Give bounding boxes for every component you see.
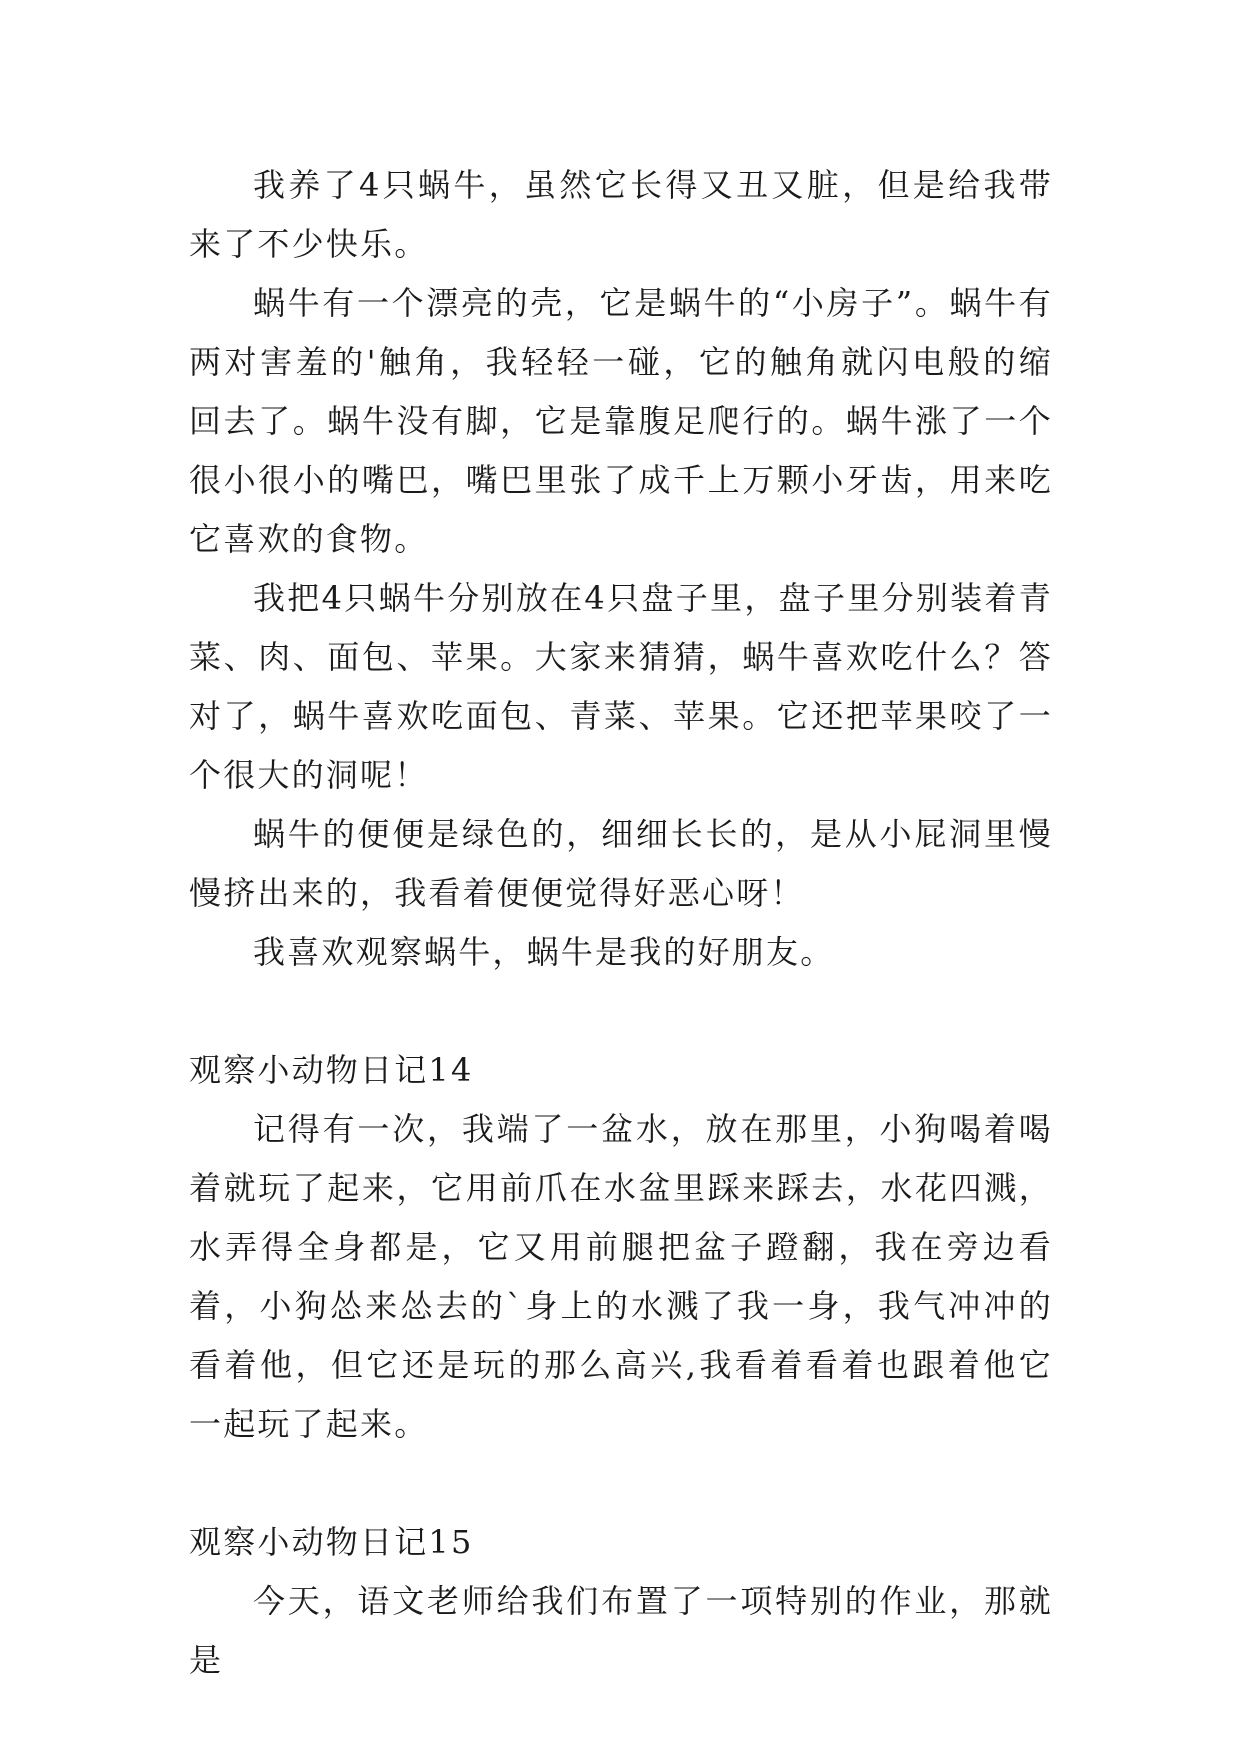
paragraph-homework-start: 今天，语文老师给我们布置了一项特别的作业，那就是 <box>189 1582 1053 1679</box>
paragraph-snail-shell: 蜗牛有一个漂亮的壳，它是蜗牛的“小房子”。蜗牛有两对害羞的'触角，我轻轻一碰，它的触角就闪电般的缩回去了。蜗牛没有脚，它是靠腹足爬行的。蜗牛涨了一个很小很小的嘴巴，嘴巴里张了成千上万颗小牙齿，用来吃它喜欢的食物。 <box>189 284 1053 558</box>
paragraph-snail-droppings: 蜗牛的便便是绿色的，细细长长的，是从小屁洞里慢慢挤出来的，我看着便便觉得好恶心呀！ <box>189 815 1053 912</box>
paragraph-snail-friend: 我喜欢观察蜗牛，蜗牛是我的好朋友。 <box>253 933 835 971</box>
paragraph-snail-intro: 我养了4只蜗牛，虽然它长得又丑又脏，但是给我带来了不少快乐。 <box>189 166 1053 263</box>
section-gap <box>189 982 1053 1041</box>
paragraph-puppy-water: 记得有一次，我端了一盆水，放在那里，小狗喝着喝着就玩了起来，它用前爪在水盆里踩来踩去，水花四溅，水弄得全身都是，它又用前腿把盆子蹬翻，我在旁边看着，小狗怂来怂去的`身上的水溅了我一身，我气冲冲的看着他，但它还是玩的那么高兴,我看着看着也跟着他它一起玩了起来。 <box>189 1110 1053 1443</box>
paragraph-snail-food: 我把4只蜗牛分别放在4只盘子里，盘子里分别装着青菜、肉、面包、苹果。大家来猜猜，蜗牛喜欢吃什么？答对了，蜗牛喜欢吃面包、青菜、苹果。它还把苹果咬了一个很大的洞呢！ <box>189 579 1053 794</box>
section-heading-14: 观察小动物日记14 <box>189 1051 474 1089</box>
section-gap <box>189 1454 1053 1513</box>
document-body <box>189 156 1053 1690</box>
section-heading-15: 观察小动物日记15 <box>189 1523 474 1561</box>
